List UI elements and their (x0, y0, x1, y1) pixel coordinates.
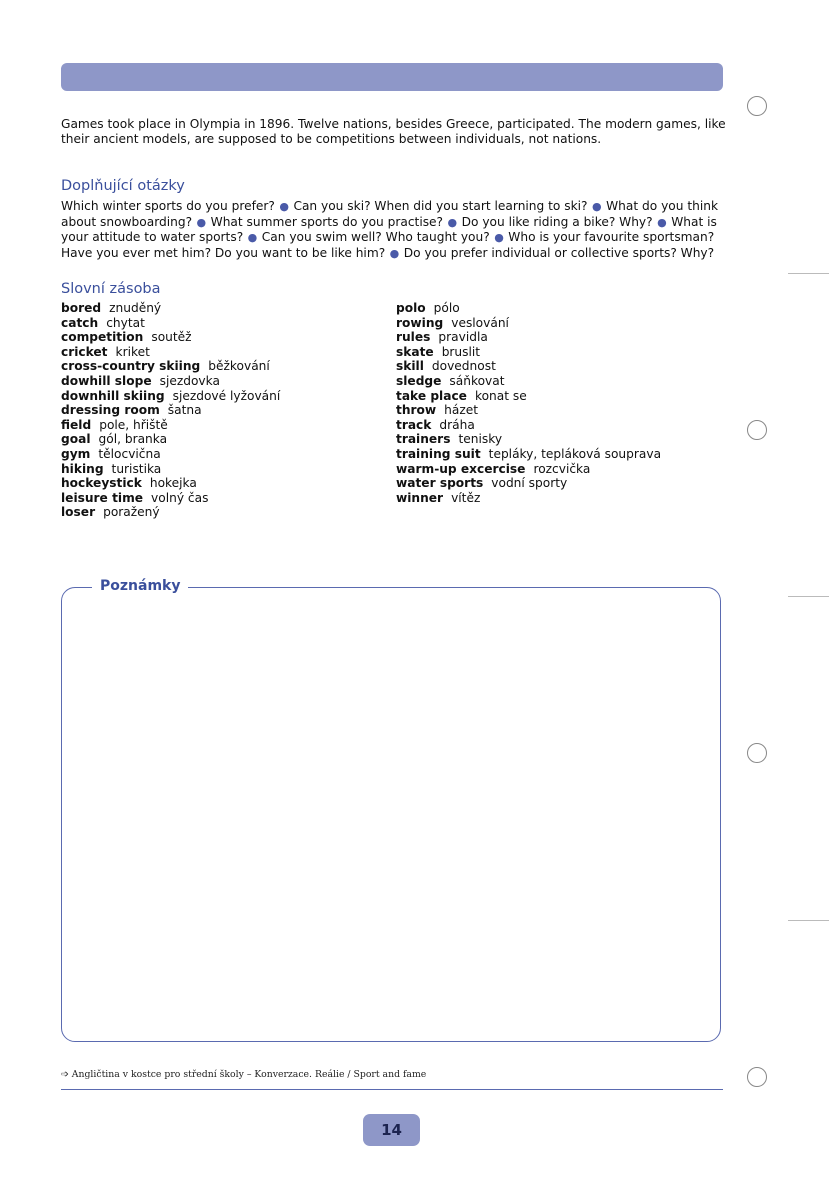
footer-text (61, 1069, 426, 1080)
footer-divider (61, 1089, 723, 1090)
vocabulary-term: skill (396, 359, 424, 374)
binder-hole-icon (747, 743, 767, 763)
vocabulary-term: dressing room (61, 403, 160, 418)
vocabulary-entry (396, 345, 661, 360)
vocabulary-term: polo (396, 301, 426, 315)
question-item: Can you ski? When did you start learning to ski? (293, 199, 588, 213)
vocabulary-entry (61, 403, 280, 418)
notes-box[interactable] (61, 578, 721, 1042)
vocabulary-entry (61, 374, 280, 389)
bullet-icon: ● (588, 200, 606, 213)
question-item: Which winter sports do you prefer? (61, 199, 275, 213)
vocabulary-term: warm-up excercise (396, 461, 526, 476)
vocabulary-term: cricket (61, 344, 108, 359)
vocabulary-translation: šatna (167, 403, 202, 418)
vocabulary-column-right (396, 301, 661, 505)
vocabulary-translation: sjezdovka (159, 373, 220, 388)
intro-paragraph: Games took place in Olympia in 1896. Twelve nations, besides Greece, participated. The modern games, like their ancient models, are supposed to be competitions between individuals, not nations. (61, 117, 726, 146)
margin-tick (788, 273, 829, 274)
page-number: 14 (363, 1114, 420, 1146)
vocabulary-entry (61, 330, 280, 345)
vocabulary-translation: pólo (433, 301, 460, 315)
vocabulary-term: bored (61, 301, 102, 315)
vocabulary-translation: hokejka (149, 476, 197, 491)
vocabulary-entry (61, 389, 280, 404)
vocabulary-translation: bruslit (441, 344, 481, 359)
vocabulary-translation: gól, branka (98, 432, 168, 447)
vocabulary-entry (61, 301, 280, 316)
question-item: What do you think about snowboarding? (61, 199, 719, 229)
vocabulary-term: winner (396, 490, 444, 505)
vocabulary-translation: dráha (439, 417, 475, 432)
question-item: Can you swim well? Who taught you? (261, 230, 490, 245)
questions-paragraph (61, 199, 729, 261)
vocabulary-entry (61, 345, 280, 360)
vocabulary-entry (396, 447, 661, 462)
binder-hole-icon (747, 420, 767, 440)
vocabulary-entry (61, 476, 280, 491)
vocabulary-term: rowing (396, 315, 444, 330)
vocabulary-term: throw (396, 403, 437, 418)
vocabulary-translation: vítěz (451, 490, 481, 505)
bullet-icon: ● (653, 215, 671, 229)
vocabulary-entry (396, 316, 661, 331)
bullet-icon: ● (490, 231, 508, 245)
vocabulary-entry (396, 462, 661, 477)
vocabulary-translation: chytat (106, 315, 145, 330)
vocabulary-entry (61, 462, 280, 477)
vocabulary-entry (396, 389, 661, 404)
vocabulary-translation: tenisky (458, 432, 503, 447)
vocabulary-term: leisure time (61, 490, 144, 505)
vocabulary-translation: kriket (115, 344, 150, 359)
vocabulary-translation: konat se (474, 388, 527, 403)
vocabulary-term: hockeystick (61, 476, 142, 491)
vocabulary-translation: tělocvična (98, 446, 161, 461)
bullet-icon: ● (444, 215, 461, 229)
vocabulary-entry (396, 418, 661, 433)
vocabulary-entry (61, 432, 280, 447)
vocabulary-entry (61, 418, 280, 433)
vocabulary-translation: poražený (103, 505, 160, 520)
question-item: What is your attitude to water sports? (61, 214, 717, 245)
vocabulary-translation: vodní sporty (491, 476, 568, 491)
vocabulary-term: trainers (396, 432, 451, 447)
question-item: What summer sports do you practise? (210, 214, 444, 229)
vocabulary-term: rules (396, 330, 431, 345)
bullet-icon: ● (193, 215, 210, 229)
vocabulary-entry (396, 374, 661, 389)
vocabulary-entry (396, 301, 661, 316)
question-item: Do you like riding a bike? Why? (461, 214, 653, 229)
vocabulary-entry (396, 432, 661, 447)
vocabulary-translation: veslování (451, 315, 509, 330)
question-item: Who is your favourite sportsman? Have you ever met him? Do you want to be like him? (61, 230, 715, 260)
notes-title: Poznámky (92, 578, 188, 594)
vocabulary-term: goal (61, 432, 91, 447)
vocabulary-term: training suit (396, 446, 481, 461)
vocabulary-term: catch (61, 315, 99, 330)
vocabulary-entry (396, 359, 661, 374)
vocabulary-entry (61, 491, 280, 506)
margin-tick (788, 920, 829, 921)
vocabulary-heading: Slovní zásoba (61, 281, 161, 297)
vocabulary-entry (61, 359, 280, 374)
vocabulary-translation: sjezdové lyžování (172, 388, 281, 403)
vocabulary-entry (396, 491, 661, 506)
vocabulary-translation: pole, hřiště (99, 417, 168, 432)
bullet-icon: ● (386, 246, 403, 260)
vocabulary-term: dowhill slope (61, 373, 152, 388)
vocabulary-term: skate (396, 344, 434, 359)
vocabulary-entry (396, 403, 661, 418)
vocabulary-term: water sports (396, 476, 484, 491)
vocabulary-term: field (61, 417, 92, 432)
binder-hole-icon (747, 96, 767, 116)
vocabulary-entry (61, 316, 280, 331)
binder-hole-icon (747, 1067, 767, 1087)
vocabulary-entry (61, 447, 280, 462)
vocabulary-term: loser (61, 505, 96, 520)
vocabulary-translation: soutěž (151, 330, 192, 345)
footer-caption: Angličtina v kostce pro střední školy – Konverzace. Reálie / Sport and fame (71, 1069, 427, 1080)
vocabulary-column-left (61, 301, 280, 520)
vocabulary-term: competition (61, 330, 144, 345)
vocabulary-translation: běžkování (208, 359, 270, 374)
vocabulary-entry (61, 505, 280, 520)
vocabulary-entry (396, 476, 661, 491)
vocabulary-term: cross-country skiing (61, 359, 201, 374)
vocabulary-translation: dovednost (431, 359, 496, 374)
vocabulary-term: track (396, 417, 432, 432)
question-item: Do you prefer individual or collective sports? Why? (403, 245, 715, 260)
vocabulary-entry (396, 330, 661, 345)
vocabulary-term: take place (396, 388, 467, 403)
vocabulary-translation: tepláky, tepláková souprava (488, 446, 662, 461)
bullet-icon: ● (275, 200, 293, 213)
questions-heading: Doplňující otázky (61, 178, 185, 194)
vocabulary-translation: znuděný (109, 301, 162, 315)
vocabulary-translation: turistika (111, 461, 162, 476)
vocabulary-translation: házet (444, 403, 479, 418)
vocabulary-term: hiking (61, 461, 104, 476)
vocabulary-translation: pravidla (438, 330, 488, 345)
vocabulary-translation: volný čas (151, 490, 209, 505)
bullet-icon: ● (244, 231, 261, 245)
vocabulary-term: downhill skiing (61, 388, 165, 403)
vocabulary-term: gym (61, 446, 91, 461)
margin-tick (788, 596, 829, 597)
arrow-icon: ➩ (61, 1069, 69, 1080)
header-bar (61, 63, 723, 91)
vocabulary-translation: rozcvička (533, 461, 591, 476)
vocabulary-term: sledge (396, 373, 442, 388)
vocabulary-translation: sáňkovat (449, 373, 505, 388)
